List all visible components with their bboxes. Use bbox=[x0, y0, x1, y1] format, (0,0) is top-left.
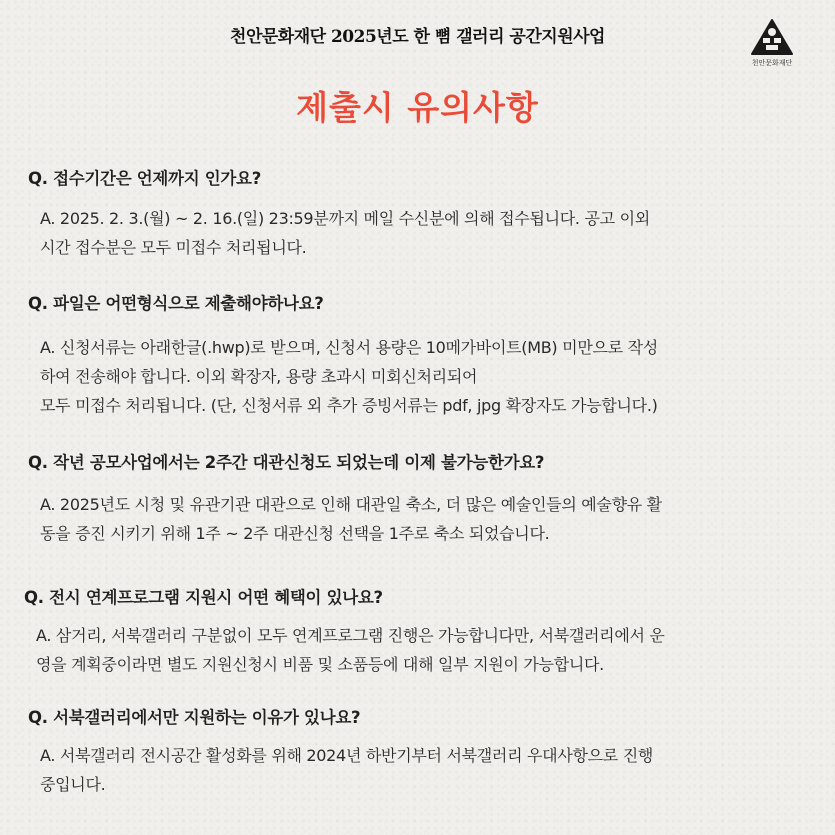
answer-line: 동을 증진 시키기 위해 1주 ~ 2주 대관신청 선택을 1주로 축소 되었습니다. bbox=[40, 524, 550, 543]
answer-line: 모두 미접수 처리됩니다. (단, 신청서류 외 추가 증빙서류는 pdf, jpg 확장자도 가능합니다.) bbox=[40, 396, 658, 415]
cheonan-foundation-logo-icon bbox=[746, 18, 798, 58]
answer-line: A. 2025. 2. 3.(월) ~ 2. 16.(일) 23:59분까지 메일 수신분에 의해 접수됩니다. 공고 이외 bbox=[40, 209, 650, 228]
faq-question-3: Q. 작년 공모사업에서는 2주간 대관신청도 되었는데 이제 불가능한가요? bbox=[28, 453, 545, 472]
faq-question-4: Q. 전시 연계프로그램 지원시 어떤 혜택이 있나요? bbox=[24, 588, 383, 607]
answer-line: A. 서북갤러리 전시공간 활성화를 위해 2024년 하반기부터 서북갤러리 우대사항으로 진행 bbox=[40, 746, 654, 765]
faq-question-2: Q. 파일은 어떤형식으로 제출해야하나요? bbox=[28, 294, 324, 313]
answer-line: A. 2025년도 시청 및 유관기관 대관으로 인해 대관일 축소, 더 많은 예술인들의 예술향유 활 bbox=[40, 495, 662, 514]
faq-answer-5 bbox=[40, 741, 653, 799]
faq-answer-3 bbox=[40, 490, 662, 548]
faq-question-1: Q. 접수기간은 언제까지 인가요? bbox=[28, 169, 261, 188]
answer-line: A. 삼거리, 서북갤러리 구분없이 모두 연계프로그램 진행은 가능합니다만, 서북갤러리에서 운 bbox=[36, 626, 665, 645]
foundation-logo bbox=[746, 18, 798, 70]
faq-answer-4 bbox=[36, 621, 665, 679]
faq-answer-1 bbox=[40, 204, 650, 262]
logo-caption: 천안문화재단 bbox=[751, 59, 793, 67]
page-title: 천안문화재단 2025년도 한 뼘 갤러리 공간지원사업 bbox=[230, 27, 605, 47]
answer-line: 중입니다. bbox=[40, 775, 106, 794]
answer-line: 시간 접수분은 모두 미접수 처리됩니다. bbox=[40, 238, 307, 257]
page-subtitle: 제출시 유의사항 bbox=[296, 88, 539, 127]
faq-answer-2 bbox=[40, 333, 658, 420]
faq-question-5: Q. 서북갤러리에서만 지원하는 이유가 있나요? bbox=[28, 708, 361, 727]
answer-line: 하여 전송해야 합니다. 이외 확장자, 용량 초과시 미회신처리되어 bbox=[40, 367, 478, 386]
answer-line: A. 신청서류는 아래한글(.hwp)로 받으며, 신청서 용량은 10메가바이트(MB) 미만으로 작성 bbox=[40, 338, 658, 357]
answer-line: 영을 계획중이라면 별도 지원신청시 비품 및 소품등에 대해 일부 지원이 가능합니다. bbox=[36, 655, 604, 674]
